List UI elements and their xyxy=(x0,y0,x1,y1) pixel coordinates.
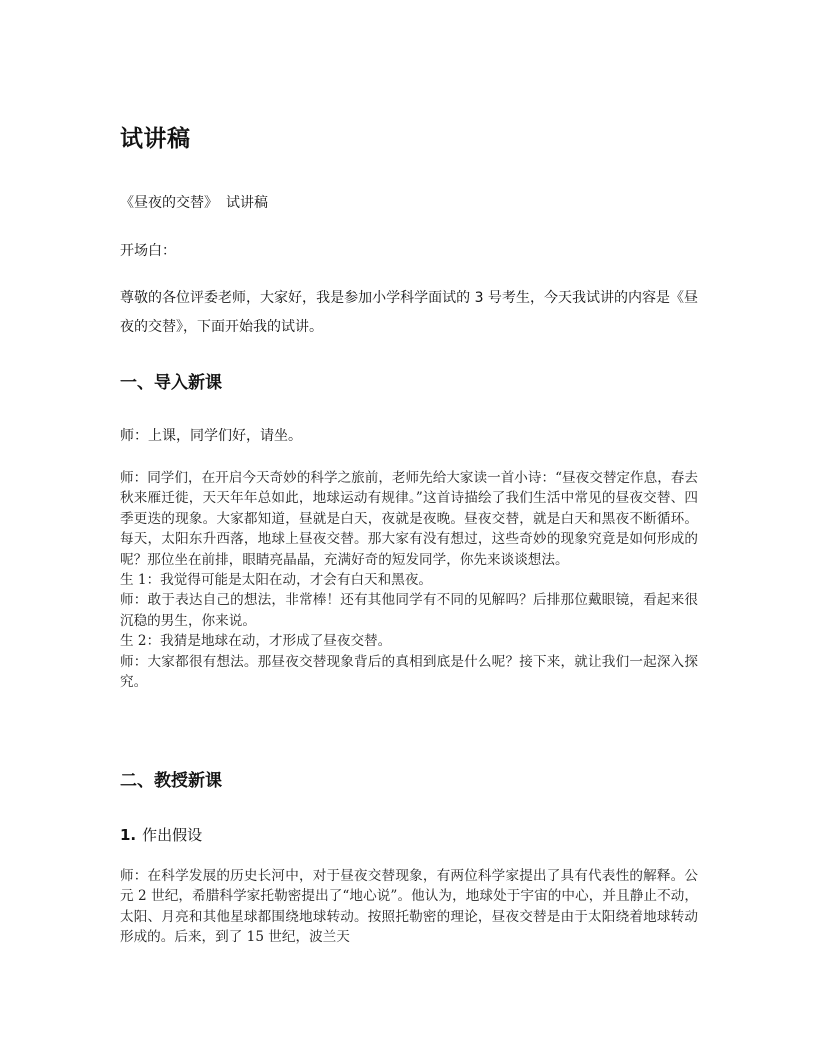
dialog-line: 生 1：我觉得可能是太阳在动，才会有白天和黑夜。 xyxy=(120,572,433,589)
dialog-block xyxy=(120,468,698,692)
subsection-number: 1. xyxy=(120,826,137,844)
dialog-line: 师：同学们，在开启今天奇妙的科学之旅前，老师先给大家读一首小诗：“昼夜交替定作息，春去秋来雁迁徙，天天年年总如此，地球运动有规律。”这首诗描绘了我们生活中常见的昼夜交替、四季更迭的现象。大家都知道，昼就是白天，夜就是夜晚。昼夜交替，就是白天和黑夜不断循环。每天，太阳东升西落，地球上昼夜交替。那大家有没有想过，这些奇妙的现象究竟是如何形成的呢？那位坐在前排，眼睛亮晶晶，充满好奇的短发同学，你先来谈谈想法。 xyxy=(120,470,698,568)
opening-label: 开场白： xyxy=(120,243,176,259)
section-heading-intro: 一、导入新课 xyxy=(120,373,222,393)
dialog-line: 师：大家都很有想法。那昼夜交替现象背后的真相到底是什么呢？接下来，就让我们一起深入探究。 xyxy=(120,653,698,691)
subsection-title: 作出假设 xyxy=(142,826,203,844)
greeting-line: 师：上课，同学们好，请坐。 xyxy=(120,428,302,444)
hypothesis-paragraph: 师：在科学发展的历史长河中，对于昼夜交替现象，有两位科学家提出了具有代表性的解释。公元 2 世纪，希腊科学家托勒密提出了“地心说”。他认为，地球处于宇宙的中心，并且静止不动，太阳、月亮和其他星球都围绕地球转动。按照托勒密的理论，昼夜交替是由于太阳绕着地球转动形成的。后来，到了 15 世纪，波兰天 xyxy=(120,868,698,946)
document-page xyxy=(120,0,698,1056)
dialog-line: 师：敢于表达自己的想法，非常棒！还有其他同学有不同的见解吗？后排那位戴眼镜，看起来很沉稳的男生，你来说。 xyxy=(120,592,698,629)
lesson-subtitle xyxy=(120,192,268,212)
subsection-heading xyxy=(120,824,202,845)
document-title: 试讲稿 xyxy=(120,126,191,152)
section-heading-teaching: 二、教授新课 xyxy=(120,771,222,791)
lesson-name: 《昼夜的交替》 xyxy=(120,195,218,211)
dialog-line: 生 2：我猜是地球在动，才形成了昼夜交替。 xyxy=(120,633,392,650)
intro-paragraph: 尊敬的各位评委老师，大家好，我是参加小学科学面试的 3 号考生，今天我试讲的内容是《昼夜的交替》，下面开始我的试讲。 xyxy=(120,290,698,335)
subtitle-label: 试讲稿 xyxy=(226,195,268,211)
